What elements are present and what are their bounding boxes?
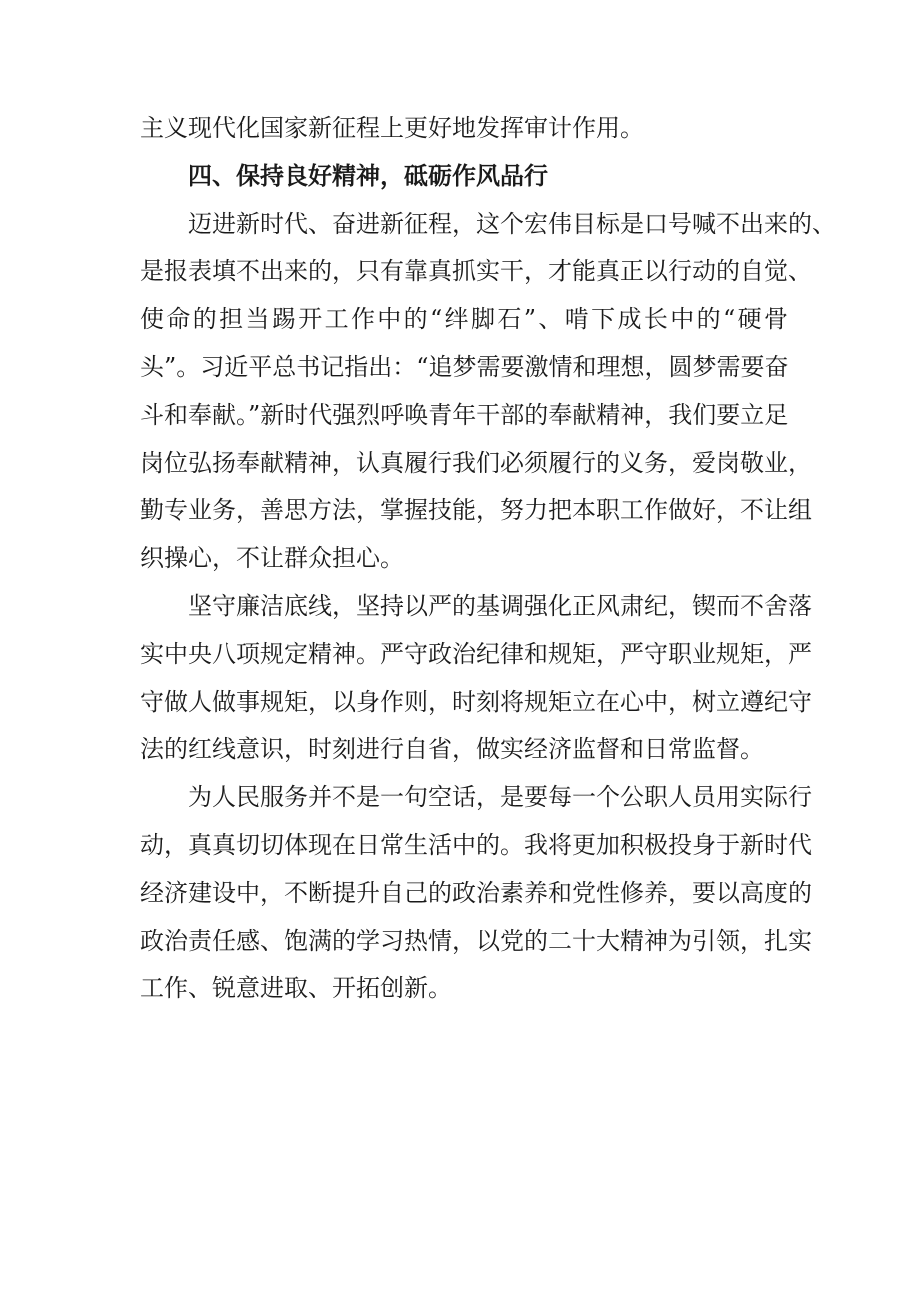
paragraph-line: 政治责任感、饱满的学习热情，以党的二十大精神为引领，扎实 <box>140 926 812 955</box>
paragraph-line: 守做人做事规矩，以身作则，时刻将规矩立在心中，树立遵纪守 <box>140 687 812 716</box>
paragraph-line: 岗位弘扬奉献精神，认真履行我们必须履行的义务，爱岗敬业， <box>140 448 812 477</box>
paragraph-line: 使命的担当踢开工作中的“绊脚石”、啃下成长中的“硬骨 <box>140 305 788 334</box>
paragraph-line: 经济建设中，不断提升自己的政治素养和党性修养，要以高度的 <box>140 878 812 907</box>
paragraph-line: 动，真真切切体现在日常生活中的。我将更加积极投身于新时代 <box>140 830 812 859</box>
paragraph-line: 迈进新时代、奋进新征程，这个宏伟目标是口号喊不出来的、 <box>188 209 836 238</box>
paragraph-line: 法的红线意识，时刻进行自省，做实经济监督和日常监督。 <box>140 735 764 764</box>
document-body <box>140 105 836 1013</box>
paragraph-line: 实中央八项规定精神。严守政治纪律和规矩，严守职业规矩，严 <box>140 639 812 668</box>
paragraph-line: 勤专业务，善思方法，掌握技能，努力把本职工作做好，不让组 <box>140 496 812 525</box>
paragraph-line: 织操心，不让群众担心。 <box>140 544 404 573</box>
paragraph-line: 为人民服务并不是一句空话，是要每一个公职人员用实际行 <box>188 783 812 812</box>
paragraph-line: 头”。习近平总书记指出：“追梦需要激情和理想，圆梦需要奋 <box>140 352 789 381</box>
paragraph-line: 斗和奉献。”新时代强烈呼唤青年干部的奉献精神，我们要立足 <box>140 400 789 429</box>
section-heading: 四、保持良好精神，砥砺作风品行 <box>188 161 548 190</box>
paragraph-line: 是报表填不出来的，只有靠真抓实干，才能真正以行动的自觉、 <box>140 257 812 286</box>
paragraph-line: 主义现代化国家新征程上更好地发挥审计作用。 <box>140 114 644 142</box>
paragraph-line: 工作、锐意进取、开拓创新。 <box>140 974 452 1003</box>
paragraph-line: 坚守廉洁底线，坚持以严的基调强化正风肃纪，锲而不舍落 <box>188 591 812 620</box>
